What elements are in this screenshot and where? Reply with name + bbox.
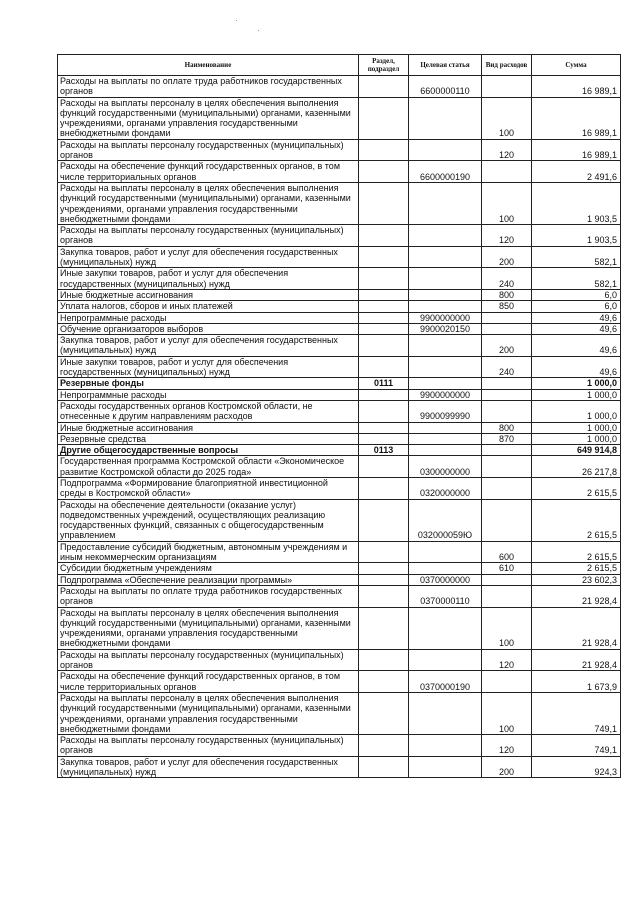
cell-name: Расходы на выплаты персоналу государственных (муниципальных) органов	[58, 225, 359, 247]
cell-amount: 2 615,5	[532, 499, 621, 541]
table-row	[58, 289, 621, 300]
cell-target	[409, 649, 482, 671]
cell-target	[409, 139, 482, 161]
cell-section	[359, 76, 409, 98]
table-row	[58, 182, 621, 224]
cell-kind: 800	[482, 289, 532, 300]
cell-name: Иные закупки товаров, работ и услуг для обеспечения государственных (муниципальных) нужд	[58, 356, 359, 378]
cell-target	[409, 335, 482, 357]
table-row	[58, 607, 621, 649]
cell-section	[359, 400, 409, 422]
cell-target: 0370000190	[409, 671, 482, 693]
cell-amount: 582,1	[532, 268, 621, 290]
cell-target: 9900000000	[409, 312, 482, 323]
cell-amount: 49,6	[532, 323, 621, 334]
cell-target	[409, 422, 482, 433]
cell-name: Расходы на обеспечение деятельности (оказание услуг) подведомственных учреждений, осуществляющих реализацию государственных функций, связанных с общегосударственным управлением	[58, 499, 359, 541]
table-row	[58, 356, 621, 378]
cell-amount: 49,6	[532, 312, 621, 323]
cell-section	[359, 649, 409, 671]
table-row	[58, 389, 621, 400]
header-section: Раздел, подраздел	[359, 55, 409, 76]
cell-kind	[482, 477, 532, 499]
cell-section: 0113	[359, 445, 409, 456]
table-row	[58, 312, 621, 323]
cell-amount: 6,0	[532, 301, 621, 312]
cell-kind	[482, 312, 532, 323]
cell-kind: 600	[482, 541, 532, 563]
cell-kind: 610	[482, 563, 532, 574]
table-row	[58, 477, 621, 499]
table-header-row	[58, 55, 621, 76]
cell-target	[409, 563, 482, 574]
cell-kind: 200	[482, 246, 532, 268]
budget-table-sheet	[57, 54, 620, 778]
table-row	[58, 161, 621, 183]
cell-target	[409, 692, 482, 734]
cell-name: Закупка товаров, работ и услуг для обеспечения государственных (муниципальных) нужд	[58, 335, 359, 357]
cell-kind: 100	[482, 607, 532, 649]
cell-kind	[482, 456, 532, 478]
cell-kind: 870	[482, 433, 532, 444]
cell-kind: 200	[482, 335, 532, 357]
table-row	[58, 499, 621, 541]
cell-kind: 120	[482, 225, 532, 247]
cell-target	[409, 301, 482, 312]
table-row	[58, 225, 621, 247]
cell-target	[409, 246, 482, 268]
scan-speck	[258, 30, 259, 31]
cell-target: 0320000000	[409, 477, 482, 499]
cell-kind: 240	[482, 268, 532, 290]
table-row	[58, 563, 621, 574]
cell-name: Расходы на выплаты персоналу в целях обеспечения выполнения функций государственными (муниципальными) органами, казенными учреждениями, органами управления государственными внебюджетными фондами	[58, 97, 359, 139]
cell-kind: 240	[482, 356, 532, 378]
cell-amount: 26 217,8	[532, 456, 621, 478]
cell-kind: 100	[482, 97, 532, 139]
table-row	[58, 323, 621, 334]
cell-kind	[482, 389, 532, 400]
cell-section	[359, 335, 409, 357]
cell-name: Расходы на выплаты по оплате труда работников государственных органов	[58, 76, 359, 98]
cell-name: Непрограммные расходы	[58, 312, 359, 323]
cell-name: Иные бюджетные ассигнования	[58, 289, 359, 300]
cell-name: Расходы государственных органов Костромской области, не отнесенные к другим направлениям расходов	[58, 400, 359, 422]
cell-section	[359, 323, 409, 334]
cell-kind	[482, 161, 532, 183]
cell-name: Расходы на обеспечение функций государственных органов, в том числе территориальных органов	[58, 671, 359, 693]
cell-target	[409, 607, 482, 649]
cell-target: 0370000000	[409, 574, 482, 585]
cell-name: Расходы на выплаты персоналу в целях обеспечения выполнения функций государственными (муниципальными) органами, казенными учреждениями, органами управления государственными внебюджетными фондами	[58, 692, 359, 734]
table-row	[58, 756, 621, 778]
cell-amount: 1 000,0	[532, 378, 621, 389]
cell-section	[359, 422, 409, 433]
cell-target	[409, 445, 482, 456]
cell-name: Расходы на выплаты персоналу в целях обеспечения выполнения функций государственными (муниципальными) органами, казенными учреждениями, органами управления государственными внебюджетными фондами	[58, 182, 359, 224]
cell-section	[359, 735, 409, 757]
cell-amount: 1 903,5	[532, 182, 621, 224]
cell-section	[359, 182, 409, 224]
cell-target: 0300000000	[409, 456, 482, 478]
cell-name: Резервные средства	[58, 433, 359, 444]
cell-kind: 120	[482, 735, 532, 757]
cell-amount: 1 000,0	[532, 389, 621, 400]
table-row	[58, 139, 621, 161]
cell-target: 6600000190	[409, 161, 482, 183]
cell-amount: 16 989,1	[532, 139, 621, 161]
cell-amount: 6,0	[532, 289, 621, 300]
cell-name: Подпрограмма «Формирование благоприятной инвестиционной среды в Костромской области»	[58, 477, 359, 499]
cell-name: Уплата налогов, сборов и иных платежей	[58, 301, 359, 312]
cell-kind: 850	[482, 301, 532, 312]
table-row	[58, 301, 621, 312]
cell-target: 6600000110	[409, 76, 482, 98]
cell-section	[359, 268, 409, 290]
cell-name: Расходы на выплаты персоналу государственных (муниципальных) органов	[58, 139, 359, 161]
cell-amount: 1 903,5	[532, 225, 621, 247]
table-row	[58, 671, 621, 693]
cell-name: Расходы на обеспечение функций государственных органов, в том числе территориальных органов	[58, 161, 359, 183]
header-amount: Сумма	[532, 55, 621, 76]
cell-amount: 2 615,5	[532, 477, 621, 499]
cell-name: Иные бюджетные ассигнования	[58, 422, 359, 433]
cell-target	[409, 541, 482, 563]
cell-target: 032000059Ю	[409, 499, 482, 541]
cell-target	[409, 756, 482, 778]
cell-section	[359, 607, 409, 649]
header-target: Целевая статья	[409, 55, 482, 76]
table-row	[58, 246, 621, 268]
cell-section	[359, 139, 409, 161]
cell-section	[359, 477, 409, 499]
table-row	[58, 585, 621, 607]
cell-target	[409, 378, 482, 389]
cell-amount: 2 615,5	[532, 563, 621, 574]
table-row	[58, 445, 621, 456]
cell-target	[409, 735, 482, 757]
table-row	[58, 335, 621, 357]
table-row	[58, 541, 621, 563]
cell-name: Расходы на выплаты персоналу в целях обеспечения выполнения функций государственными (муниципальными) органами, казенными учреждениями, органами управления государственными внебюджетными фондами	[58, 607, 359, 649]
cell-section	[359, 301, 409, 312]
table-row	[58, 574, 621, 585]
cell-amount: 1 673,9	[532, 671, 621, 693]
cell-target: 0370000110	[409, 585, 482, 607]
cell-name: Закупка товаров, работ и услуг для обеспечения государственных (муниципальных) нужд	[58, 756, 359, 778]
cell-amount: 1 000,0	[532, 433, 621, 444]
cell-amount: 924,3	[532, 756, 621, 778]
cell-kind	[482, 76, 532, 98]
cell-amount: 49,6	[532, 356, 621, 378]
cell-target	[409, 433, 482, 444]
cell-kind	[482, 585, 532, 607]
table-row	[58, 456, 621, 478]
cell-target	[409, 182, 482, 224]
cell-target	[409, 356, 482, 378]
header-name: Наименование	[58, 55, 359, 76]
cell-section	[359, 356, 409, 378]
cell-section	[359, 225, 409, 247]
cell-name: Другие общегосударственные вопросы	[58, 445, 359, 456]
table-row	[58, 649, 621, 671]
cell-kind: 100	[482, 182, 532, 224]
cell-section	[359, 433, 409, 444]
cell-section	[359, 499, 409, 541]
cell-amount: 49,6	[532, 335, 621, 357]
cell-section	[359, 289, 409, 300]
table-row	[58, 433, 621, 444]
cell-amount: 649 914,8	[532, 445, 621, 456]
cell-kind: 120	[482, 649, 532, 671]
cell-section: 0111	[359, 378, 409, 389]
cell-kind	[482, 499, 532, 541]
cell-kind: 800	[482, 422, 532, 433]
cell-name: Подпрограмма «Обеспечение реализации программы»	[58, 574, 359, 585]
cell-name: Расходы на выплаты персоналу государственных (муниципальных) органов	[58, 735, 359, 757]
table-row	[58, 735, 621, 757]
cell-kind	[482, 574, 532, 585]
table-body	[58, 76, 621, 778]
table-row	[58, 692, 621, 734]
cell-section	[359, 692, 409, 734]
cell-amount: 21 928,4	[532, 607, 621, 649]
table-row	[58, 378, 621, 389]
cell-name: Предоставление субсидий бюджетным, автономным учреждениям и иным некоммерческим организациям	[58, 541, 359, 563]
cell-target: 9900020150	[409, 323, 482, 334]
cell-section	[359, 574, 409, 585]
cell-target: 9900099990	[409, 400, 482, 422]
cell-amount: 2 491,6	[532, 161, 621, 183]
cell-name: Субсидии бюджетным учреждениям	[58, 563, 359, 574]
cell-name: Резервные фонды	[58, 378, 359, 389]
table-row	[58, 400, 621, 422]
cell-name: Иные закупки товаров, работ и услуг для обеспечения государственных (муниципальных) нужд	[58, 268, 359, 290]
cell-amount: 1 000,0	[532, 400, 621, 422]
cell-section	[359, 389, 409, 400]
cell-amount: 21 928,4	[532, 649, 621, 671]
cell-amount: 23 602,3	[532, 574, 621, 585]
cell-section	[359, 671, 409, 693]
cell-kind	[482, 671, 532, 693]
cell-amount: 1 000,0	[532, 422, 621, 433]
cell-name: Обучение организаторов выборов	[58, 323, 359, 334]
cell-name: Государственная программа Костромской области «Экономическое развитие Костромской области до 2025 года»	[58, 456, 359, 478]
cell-kind: 200	[482, 756, 532, 778]
cell-target	[409, 289, 482, 300]
cell-section	[359, 161, 409, 183]
cell-section	[359, 756, 409, 778]
cell-target	[409, 97, 482, 139]
table-row	[58, 422, 621, 433]
cell-section	[359, 456, 409, 478]
scan-speck	[236, 20, 237, 21]
cell-amount: 2 615,5	[532, 541, 621, 563]
table-row	[58, 268, 621, 290]
cell-kind	[482, 323, 532, 334]
cell-target	[409, 225, 482, 247]
cell-name: Непрограммные расходы	[58, 389, 359, 400]
cell-amount: 582,1	[532, 246, 621, 268]
cell-target	[409, 268, 482, 290]
cell-section	[359, 585, 409, 607]
cell-kind: 100	[482, 692, 532, 734]
cell-section	[359, 541, 409, 563]
cell-kind	[482, 400, 532, 422]
cell-section	[359, 97, 409, 139]
cell-kind	[482, 378, 532, 389]
cell-section	[359, 563, 409, 574]
cell-amount: 16 989,1	[532, 76, 621, 98]
cell-amount: 749,1	[532, 692, 621, 734]
cell-name: Закупка товаров, работ и услуг для обеспечения государственных (муниципальных) нужд	[58, 246, 359, 268]
budget-table	[57, 54, 621, 778]
cell-amount: 16 989,1	[532, 97, 621, 139]
cell-section	[359, 312, 409, 323]
cell-name: Расходы на выплаты по оплате труда работников государственных органов	[58, 585, 359, 607]
table-row	[58, 97, 621, 139]
cell-section	[359, 246, 409, 268]
cell-amount: 21 928,4	[532, 585, 621, 607]
cell-kind	[482, 445, 532, 456]
cell-name: Расходы на выплаты персоналу государственных (муниципальных) органов	[58, 649, 359, 671]
cell-amount: 749,1	[532, 735, 621, 757]
cell-target: 9900000000	[409, 389, 482, 400]
header-kind: Вид расходов	[482, 55, 532, 76]
table-row	[58, 76, 621, 98]
cell-kind: 120	[482, 139, 532, 161]
